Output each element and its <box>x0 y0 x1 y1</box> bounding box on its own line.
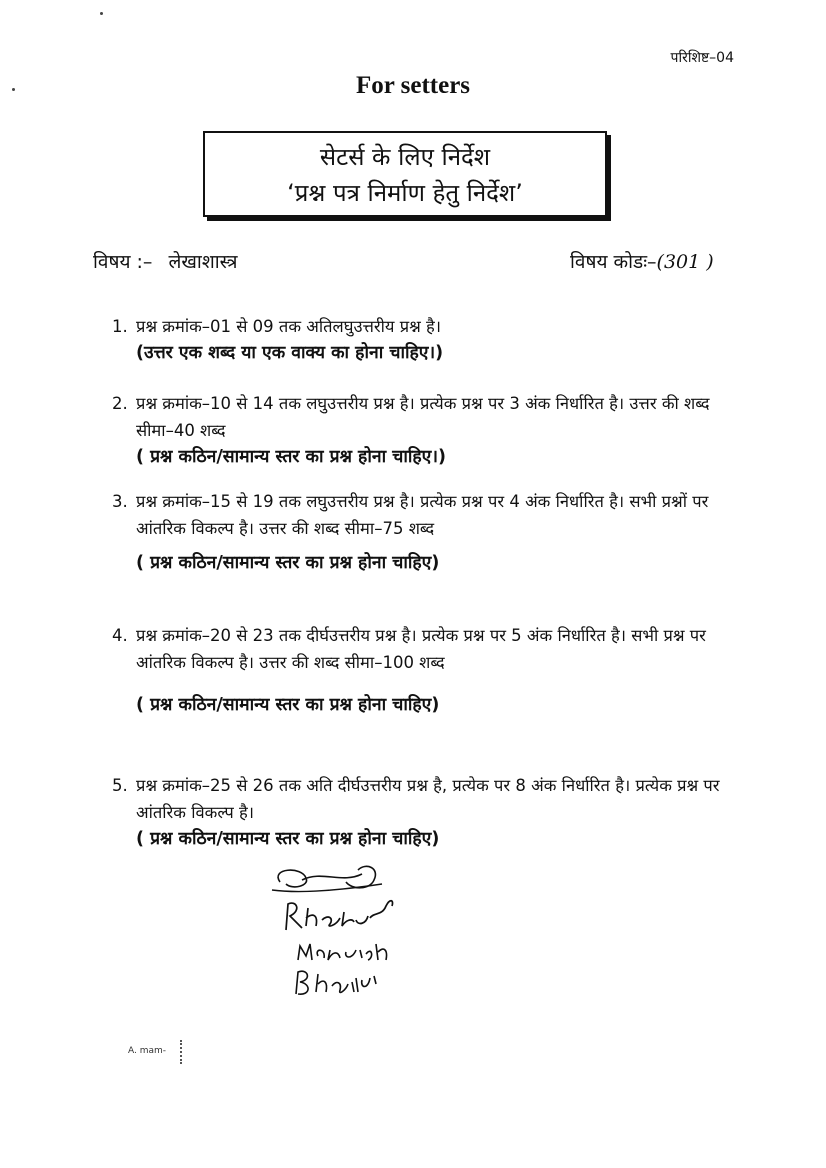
item-text: प्रश्न क्रमांक–10 से 14 तक लघुउत्तरीय प्रश्न है। प्रत्येक प्रश्न पर 3 अंक निर्धारित है। उत्तर की शब्द सीमा–40 शब्द <box>136 394 710 440</box>
signatures-image <box>262 860 412 1000</box>
item-note: ( प्रश्न कठिन/सामान्य स्तर का प्रश्न होना चाहिए) <box>136 695 440 715</box>
item-text: प्रश्न क्रमांक–25 से 26 तक अति दीर्घउत्तरीय प्रश्न है, प्रत्येक पर 8 अंक निर्धारित है। प्रत्येक प्रश्न पर आंतरिक विकल्प है। <box>136 776 720 822</box>
item-note: ( प्रश्न कठिन/सामान्य स्तर का प्रश्न होना चाहिए) <box>136 829 440 849</box>
item-note: ( प्रश्न कठिन/सामान्य स्तर का प्रश्न होना चाहिए) <box>136 553 440 573</box>
box-title-line-1: सेटर्स के लिए निर्देश <box>319 143 491 171</box>
instruction-item <box>112 313 752 367</box>
item-number: 2. <box>112 394 128 413</box>
footer-mark <box>180 1040 188 1064</box>
footer-note: A. mam- <box>128 1046 167 1056</box>
item-number: 1. <box>112 317 128 336</box>
item-number: 4. <box>112 626 128 645</box>
subject-code-value: (301 ) <box>656 251 714 273</box>
item-number: 3. <box>112 492 128 511</box>
instruction-item <box>112 622 752 719</box>
item-note: (उत्तर एक शब्द या एक वाक्य का होना चाहिए।) <box>136 343 444 363</box>
item-text: प्रश्न क्रमांक–20 से 23 तक दीर्घउत्तरीय प्रश्न है। प्रत्येक प्रश्न पर 5 अंक निर्धारित है। सभी प्रश्न पर आंतरिक विकल्प है। उत्तर की शब्द सीमा–100 शब्द <box>136 626 706 672</box>
page-heading: For setters <box>355 72 471 99</box>
annex-label: परिशिष्ट–04 <box>670 50 734 66</box>
scan-speck <box>100 12 103 15</box>
subject-label: विषय :– <box>93 251 153 273</box>
subject-value: लेखाशास्त्र <box>168 251 238 273</box>
instruction-item <box>112 772 752 853</box>
subject-line <box>93 248 238 274</box>
subject-code-label: विषय कोडः– <box>570 251 657 273</box>
item-note: ( प्रश्न कठिन/सामान्य स्तर का प्रश्न होना चाहिए।) <box>136 447 446 467</box>
item-number: 5. <box>112 776 128 795</box>
instruction-item <box>112 390 752 471</box>
instruction-item <box>112 488 752 577</box>
instructions-title-box <box>203 131 607 217</box>
subject-code-line <box>570 248 714 274</box>
item-text: प्रश्न क्रमांक–15 से 19 तक लघुउत्तरीय प्रश्न है। प्रत्येक प्रश्न पर 4 अंक निर्धारित है। सभी प्रश्नों पर आंतरिक विकल्प है। उत्तर की शब्द सीमा–75 शब्द <box>136 492 709 538</box>
box-title-line-2: ‘प्रश्न पत्र निर्माण हेतु निर्देश’ <box>287 179 523 207</box>
item-text: प्रश्न क्रमांक–01 से 09 तक अतिलघुउत्तरीय प्रश्न है। <box>136 317 442 336</box>
